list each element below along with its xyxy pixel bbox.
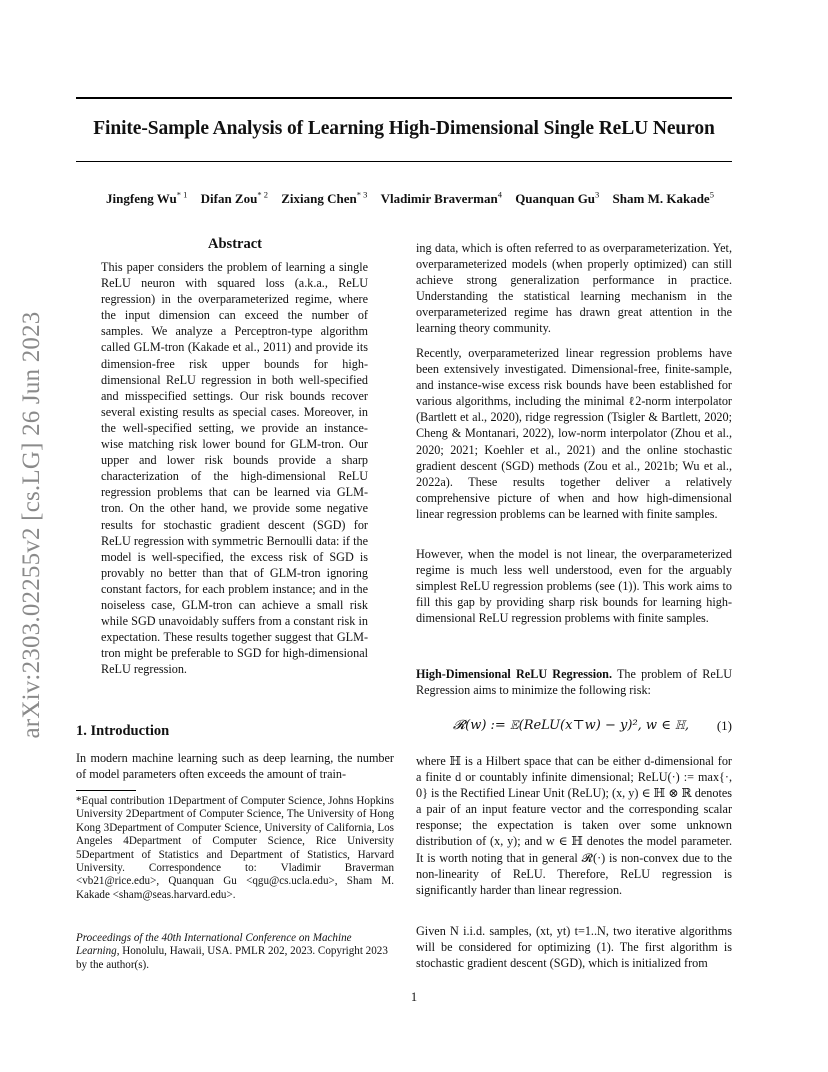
proceedings-venue: Proceedings of the 40th International Conference on Machine Learning [76, 932, 352, 958]
title-rule-top [76, 97, 732, 99]
proceedings-note [76, 932, 394, 972]
author: Quanquan Gu$^3$ [515, 190, 600, 207]
author: Difan Zou$^{* 2}$ [200, 190, 268, 207]
section-heading-introduction: 1. Introduction [76, 723, 170, 739]
author-list [60, 190, 760, 207]
right-paragraph-3: However, when the model is not linear, the overparameterized regime is much less well understood, even for the arguably simplest ReLU regression problems (see (1)). This work aims to fill this gap by providing sharp risk bounds for learning high-dimensional ReLU regression problems with finite samples. [416, 547, 732, 626]
paper-title: Finite-Sample Analysis of Learning High-Dimensional Single ReLU Neuron [93, 118, 715, 139]
abstract-text: This paper considers the problem of learning a single ReLU neuron with squared loss (a.k.a., ReLU regression) in the overparameterized regime, where the input dimension can exceed the number of samples. We analyze a Perceptron-type algorithm called GLM-tron (Kakade et al., 2011) and provide its dimension-free risk upper bounds for high-dimensional ReLU regression in both well-specified and misspecified settings. Our risk bounds recover several existing results as special cases. Moreover, in the well-specified setting, we provide an instance-wise matching risk lower bound for GLM-tron. Our upper and lower risk bounds provide a sharp characterization of the high-dimensional ReLU regression problems that can be learned via GLM-tron. On the other hand, we provide some negative results for stochastic gradient descent (SGD) for ReLU regression with symmetric Bernoulli data: if the model is well-specified, the excess risk of SGD is provably no better than that of GLM-tron ignoring constant factors, for each problem instance; and in the noiseless case, GLM-tron can achieve a small risk while SGD unavoidably suffers from a constant risk in expectation. These results together suggest that GLM-tron might be preferable to SGD for high-dimensional ReLU regression. [101, 260, 368, 677]
right-paragraph-4 [416, 666, 732, 698]
author: Sham M. Kakade$^5$ [612, 190, 714, 207]
author: Jingfeng Wu$^{* 1}$ [106, 190, 188, 207]
author: Zixiang Chen$^{* 3}$ [281, 190, 368, 207]
intro-paragraph: In modern machine learning such as deep learning, the number of model parameters often exceeds the amount of train- [76, 751, 394, 782]
footnote-divider [76, 790, 136, 791]
abstract-heading: Abstract [208, 236, 262, 252]
author: Vladimir Braverman$^4$ [380, 190, 502, 207]
page-number: 1 [410, 990, 418, 1004]
paragraph-body: The problem of ReLU Regression aims to minimize the following risk: [416, 667, 733, 698]
paragraph-heading: High-Dimensional ReLU Regression. [416, 667, 612, 681]
title-rule-bottom [76, 161, 732, 162]
equation-body: 𝓡(w) := 𝔼(ReLU(x⊤w) − y)², w ∈ ℍ, [453, 718, 690, 733]
right-paragraph-2: Recently, overparameterized linear regression problems have been extensively investigated. Dimensional-free, finite-sample, and instance-wise excess risk bounds have been established for various algorithms, including the minimal ℓ2-norm interpolator (Bartlett et al., 2020), ridge regression (Tsigler & Bartlett, 2020; Cheng & Montanari, 2022), low-norm interpolator (Zhou et al., 2020; 2021; Koehler et al., 2021) and the online stochastic gradient descent (SGD) methods (Zou et al., 2021b; Wu et al., 2022a). These results together deliver a relatively comprehensive picture of when and how high-dimensional linear regression problems can be learned with finite samples. [416, 346, 732, 521]
right-paragraph-1: ing data, which is often referred to as overparameterization. Yet, overparameterized models (when properly optimized) can still achieve strong generalization performance in practice. Understanding the statistical learning mechanism in the overparameterized regime has drawn great attention in the learning theory community. [416, 241, 732, 336]
right-paragraph-6: Given N i.i.d. samples, (xt, yt) t=1..N, two iterative algorithms will be considered for optimizing (1). The first algorithm is stochastic gradient descent (SGD), which is initialized from [416, 924, 732, 971]
equation-1 [416, 712, 732, 742]
right-paragraph-5: where ℍ is a Hilbert space that can be either d-dimensional for a finite d or countably infinite dimensional; ReLU(·) := max{·, 0} is the Rectified Linear Unit (ReLU); (x, y) ∈ ℍ ⊗ ℝ denotes a pair of an input feature vector and the corresponding scalar response; the expectation is taken over some unknown distribution of (x, y); and w ∈ ℍ denotes the model parameter. It is worth noting that in general 𝓡(·) is non-convex due to the non-linearity of ReLU. Therefore, ReLU regression is significantly harder than linear regression. [416, 754, 732, 897]
affiliation-footnote: *Equal contribution 1Department of Computer Science, Johns Hopkins University 2Department of Computer Science, The University of Hong Kong 3Department of Computer Science, University of California, Los Angeles 4Department of Computer Science, Rice University 5Department of Statistics and Department of Statistics, Harvard University. Correspondence to: Vladimir Braverman <vb21@rice.edu>, Quanquan Gu <qgu@cs.ucla.edu>, Sham M. Kakade <sham@seas.harvard.edu>. [76, 795, 394, 901]
proceedings-details: , Honolulu, Hawaii, USA. PMLR 202, 2023. Copyright 2023 by the author(s). [76, 945, 388, 971]
equation-number: (1) [716, 718, 732, 733]
arxiv-id[interactable]: arXiv:2303.02255v2 [cs.LG] 26 Jun 2023 [18, 311, 45, 739]
